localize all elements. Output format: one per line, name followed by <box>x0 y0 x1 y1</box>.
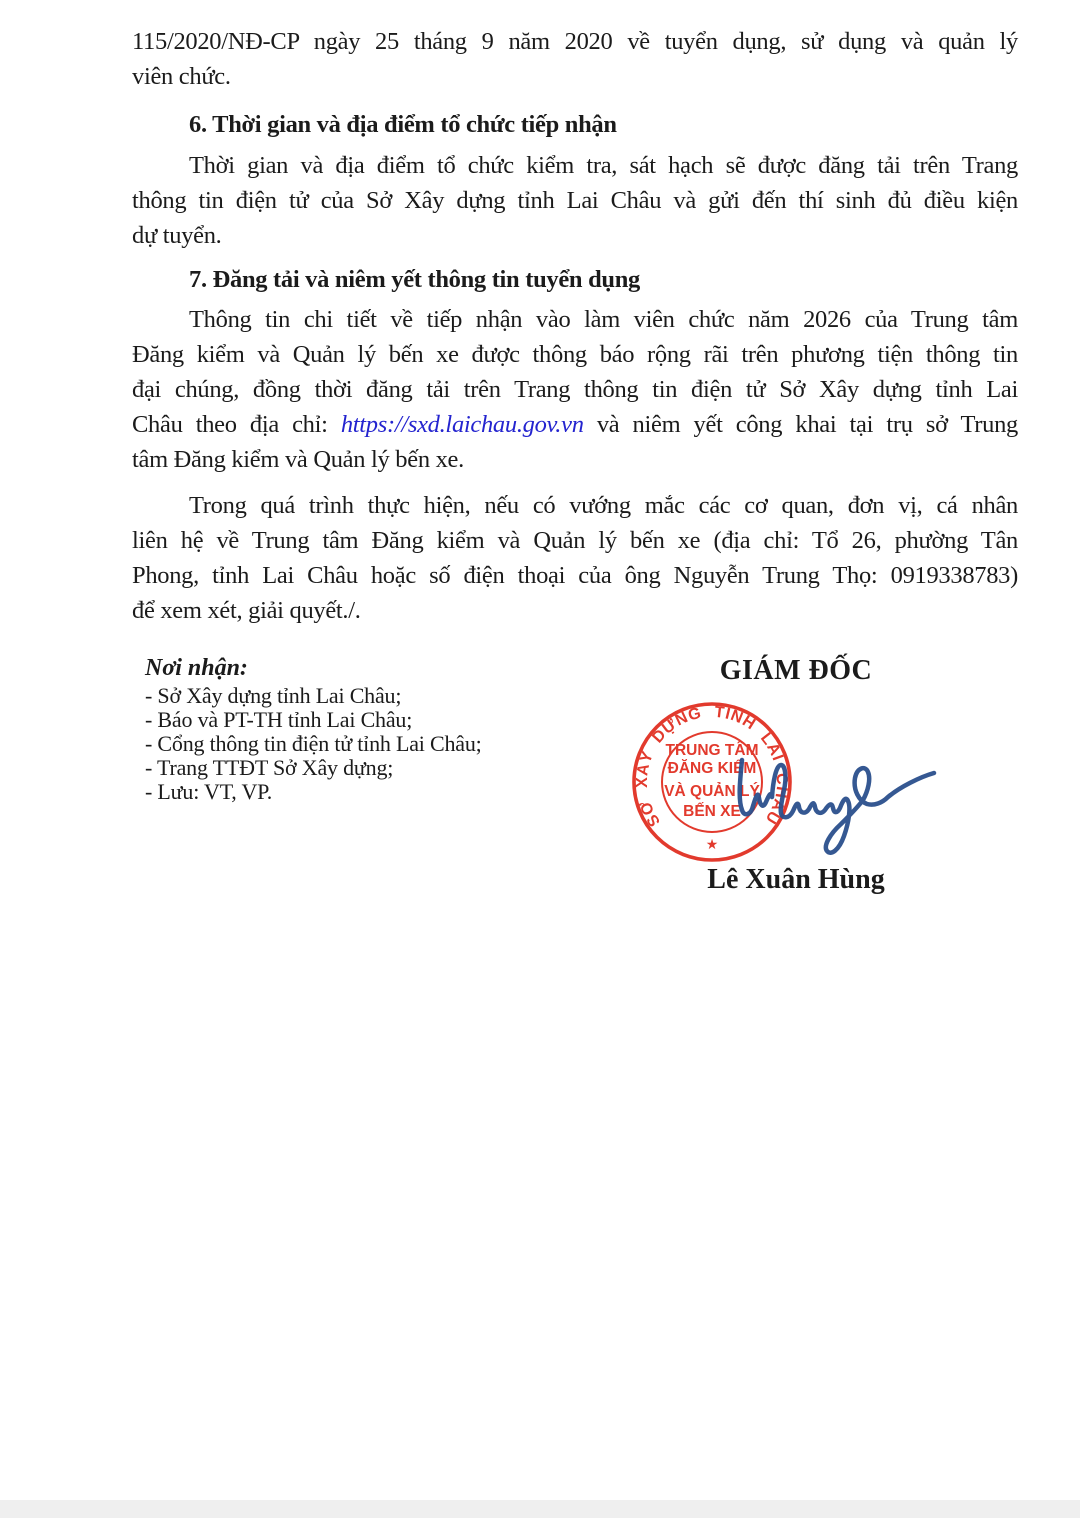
paragraph-line: dự tuyển. <box>132 222 222 249</box>
paragraph-line: Thông tin chi tiết về tiếp nhận vào làm viên chức năm 2026 của Trung tâm <box>189 306 1018 333</box>
stamp-center-line: TRUNG TÂM <box>665 742 759 759</box>
recipient-item: - Báo và PT-TH tỉnh Lai Châu; <box>145 707 413 732</box>
section-7-paragraph-1 <box>132 302 1018 477</box>
paragraph-line: Phong, tỉnh Lai Châu hoặc số điện thoại của ông Nguyễn Trung Thọ: 0919338783) <box>132 562 1018 589</box>
signature-stroke <box>740 760 934 853</box>
section-6-paragraph <box>132 148 1018 253</box>
paragraph-line: thông tin điện tử của Sở Xây dựng tỉnh Lai Châu và gửi đến thí sinh đủ điều kiện <box>132 187 1018 214</box>
paragraph-line: để xem xét, giải quyết./. <box>132 597 361 624</box>
stamp-center-line: ĐĂNG KIỂM <box>667 760 757 777</box>
intro-paragraph <box>132 24 1018 94</box>
recipient-item: - Lưu: VT, VP. <box>145 779 273 804</box>
website-link[interactable]: https://sxd.laichau.gov.vn <box>340 411 584 438</box>
stamp-ring-text: SỞ XÂY DỰNG TỈNH LAI CHÂU <box>633 703 791 830</box>
stamp-star-icon: ★ <box>705 836 719 852</box>
handwritten-signature <box>730 750 942 858</box>
recipients-block <box>145 652 482 804</box>
signer-title: GIÁM ĐỐC <box>719 655 873 686</box>
signer-name: Lê Xuân Hùng <box>707 864 885 895</box>
page-bottom-edge <box>0 1500 1080 1518</box>
recipient-item: - Cổng thông tin điện tử tỉnh Lai Châu; <box>145 731 482 756</box>
paragraph-line: Thời gian và địa điểm tổ chức kiểm tra, sát hạch sẽ được đăng tải trên Trang <box>189 152 1018 179</box>
paragraph-line: tâm Đăng kiểm và Quản lý bến xe. <box>132 446 464 473</box>
stamp-center-line: BẾN XE <box>683 803 741 820</box>
section-7-paragraph-2 <box>132 488 1018 628</box>
recipient-item: - Sở Xây dựng tỉnh Lai Châu; <box>145 683 402 708</box>
section-6-heading: 6. Thời gian và địa điểm tổ chức tiếp nhận <box>189 111 617 138</box>
paragraph-line: đại chúng, đồng thời đăng tải trên Trang thông tin điện tử Sở Xây dựng tỉnh Lai <box>132 376 1018 403</box>
paragraph-line: viên chức. <box>132 63 231 90</box>
section-7-heading: 7. Đăng tải và niêm yết thông tin tuyển dụng <box>189 266 640 293</box>
link-line-before: Châu theo địa chỉ: <box>132 411 341 438</box>
paragraph-line: Trong quá trình thực hiện, nếu có vướng mắc các cơ quan, đơn vị, cá nhân <box>189 492 1018 519</box>
paragraph-line-with-link <box>132 407 1018 442</box>
paragraph-line: liên hệ về Trung tâm Đăng kiểm và Quản lý bến xe (địa chỉ: Tổ 26, phường Tân <box>132 527 1018 554</box>
document-body <box>132 24 1018 628</box>
stamp-center-line: VÀ QUẢN LÝ <box>664 783 760 800</box>
paragraph-line: Đăng kiểm và Quản lý bến xe được thông báo rộng rãi trên phương tiện thông tin <box>132 341 1018 368</box>
recipients-label: Nơi nhận: <box>145 655 248 681</box>
paragraph-line: 115/2020/NĐ-CP ngày 25 tháng 9 năm 2020 về tuyển dụng, sử dụng và quản lý <box>132 28 1018 55</box>
recipient-item: - Trang TTĐT Sở Xây dựng; <box>145 755 394 780</box>
link-line-after: và niêm yết công khai tại trụ sở Trung <box>583 411 1018 438</box>
